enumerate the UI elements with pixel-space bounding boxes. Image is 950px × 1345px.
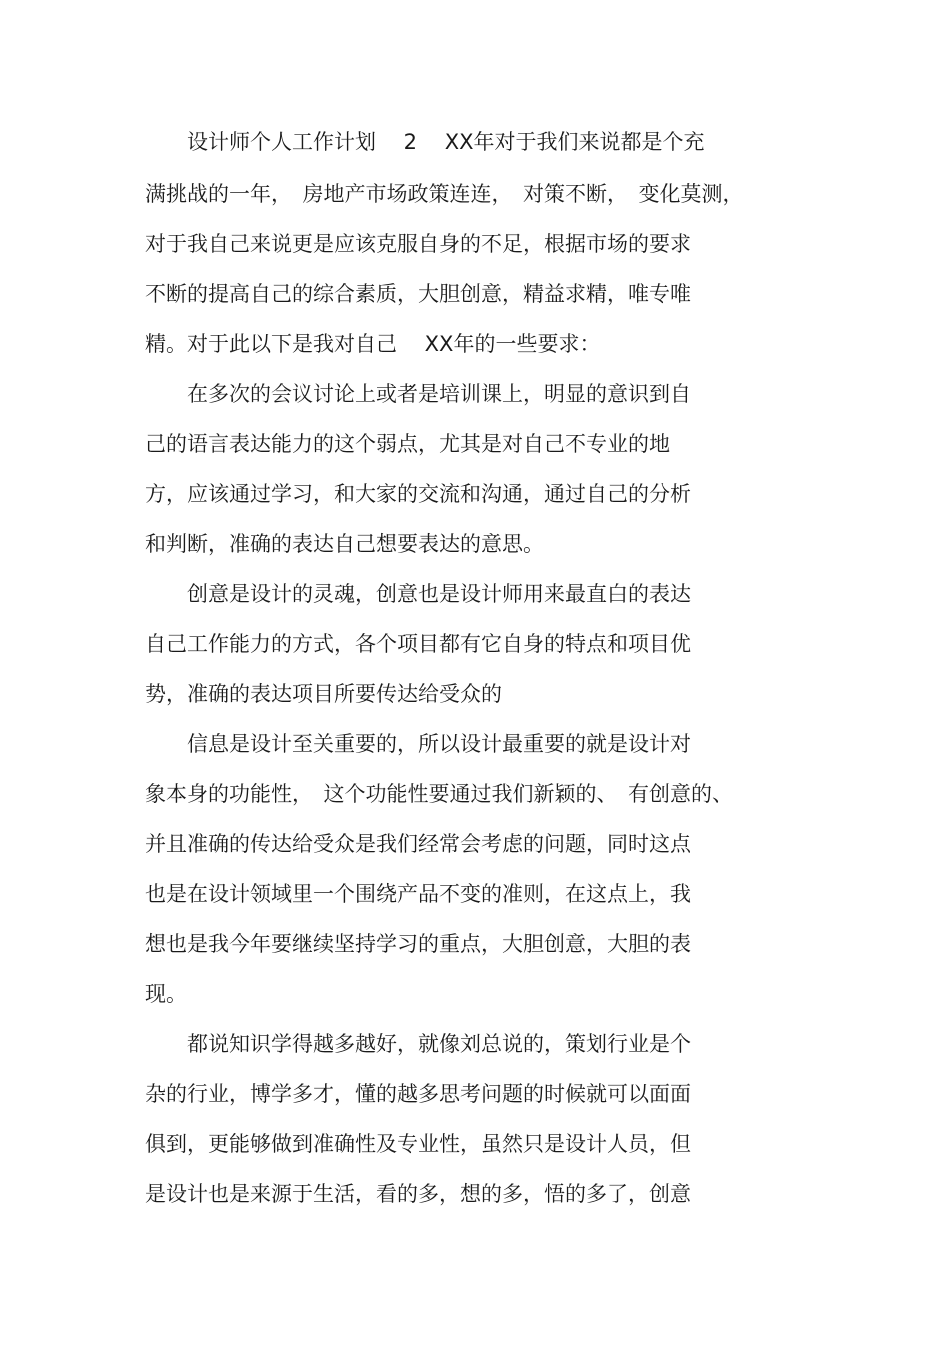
- text-line: 创意是设计的灵魂，创意也是设计师用来最直白的表达: [145, 582, 691, 606]
- text-line: 精。对于此以下是我对自己 XX年的一些要求：: [145, 332, 601, 356]
- text-line: 现。: [145, 982, 187, 1006]
- text-line: 在多次的会议讨论上或者是培训课上，明显的意识到自: [145, 382, 691, 406]
- text-line: 信息是设计至关重要的，所以设计最重要的就是设计对: [145, 732, 691, 756]
- text-line: 俱到，更能够做到准确性及专业性，虽然只是设计人员，但: [145, 1132, 691, 1156]
- text-line: 象本身的功能性， 这个功能性要通过我们新颖的、 有创意的、: [145, 782, 733, 806]
- text-line: 并且准确的传达给受众是我们经常会考虑的问题，同时这点: [145, 832, 691, 856]
- text-line: 设计师个人工作计划 2 XX年对于我们来说都是个充: [145, 130, 705, 154]
- text-line: 己的语言表达能力的这个弱点，尤其是对自己不专业的地: [145, 432, 670, 456]
- text-line: 势，准确的表达项目所要传达给受众的: [145, 682, 502, 706]
- text-line: 不断的提高自己的综合素质，大胆创意，精益求精，唯专唯: [145, 282, 691, 306]
- text-line: 自己工作能力的方式，各个项目都有它自身的特点和项目优: [145, 632, 691, 656]
- text-line: 满挑战的一年， 房地产市场政策连连， 对策不断， 变化莫测，: [145, 182, 744, 206]
- text-line: 也是在设计领域里一个围绕产品不变的准则，在这点上，我: [145, 882, 691, 906]
- text-line: 和判断，准确的表达自己想要表达的意思。: [145, 532, 544, 556]
- text-line: 杂的行业，博学多才，懂的越多思考问题的时候就可以面面: [145, 1082, 691, 1106]
- text-line: 都说知识学得越多越好，就像刘总说的，策划行业是个: [145, 1032, 691, 1056]
- text-line: 想也是我今年要继续坚持学习的重点，大胆创意，大胆的表: [145, 932, 691, 956]
- text-line: 对于我自己来说更是应该克服自身的不足，根据市场的要求: [145, 232, 691, 256]
- text-line: 方，应该通过学习，和大家的交流和沟通，通过自己的分析: [145, 482, 691, 506]
- text-line: 是设计也是来源于生活，看的多，想的多，悟的多了，创意: [145, 1182, 691, 1206]
